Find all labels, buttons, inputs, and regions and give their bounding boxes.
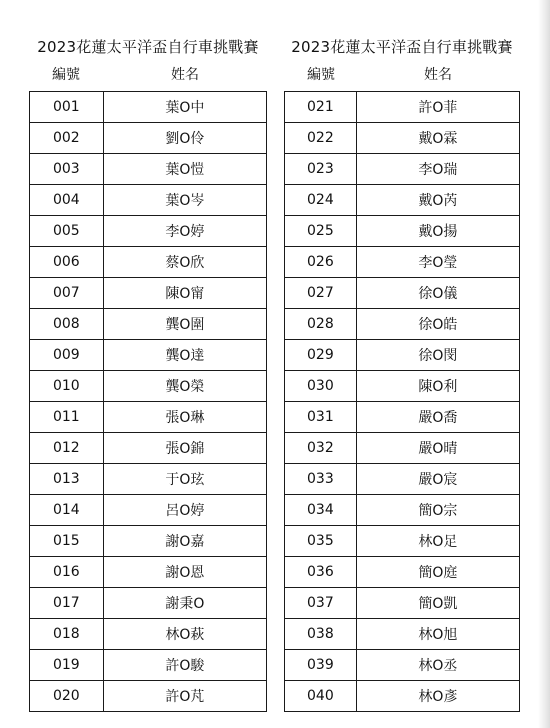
table-row <box>285 557 520 588</box>
cell-number: 018 <box>30 619 104 650</box>
cell-number: 034 <box>285 495 357 526</box>
table-row <box>285 278 520 309</box>
table-row <box>30 402 267 433</box>
cell-number: 019 <box>30 650 104 681</box>
cell-name: 嚴O晴 <box>356 433 519 464</box>
table-row <box>30 340 267 371</box>
cell-name: 徐O皓 <box>356 309 519 340</box>
table-row <box>285 185 520 216</box>
cell-name: 謝秉O <box>103 588 266 619</box>
cell-name: 龔O圍 <box>103 309 266 340</box>
table-row <box>285 247 520 278</box>
table-row <box>285 216 520 247</box>
table-row <box>30 123 267 154</box>
header-name: 姓名 <box>171 67 199 83</box>
table-row <box>285 650 520 681</box>
cell-name: 呂O婷 <box>103 495 266 526</box>
cell-name: 陳O甯 <box>103 278 266 309</box>
table-row <box>30 588 267 619</box>
table-row <box>30 216 267 247</box>
cell-number: 017 <box>30 588 104 619</box>
cell-name: 許O駿 <box>103 650 266 681</box>
cell-number: 021 <box>285 92 357 123</box>
cell-name: 簡O凱 <box>356 588 519 619</box>
cell-name: 李O婷 <box>103 216 266 247</box>
table-row <box>285 123 520 154</box>
cell-name: 許O芃 <box>103 681 266 712</box>
cell-number: 029 <box>285 340 357 371</box>
cell-number: 023 <box>285 154 357 185</box>
table-row <box>285 92 520 123</box>
cell-name: 戴O揚 <box>356 216 519 247</box>
cell-number: 025 <box>285 216 357 247</box>
cell-number: 009 <box>30 340 104 371</box>
table-row <box>285 619 520 650</box>
cell-number: 022 <box>285 123 357 154</box>
cell-name: 龔O達 <box>103 340 266 371</box>
cell-number: 010 <box>30 371 104 402</box>
table-row <box>30 495 267 526</box>
table-row <box>285 681 520 712</box>
cell-number: 004 <box>30 185 104 216</box>
table-row <box>30 619 267 650</box>
page-edge-shadow <box>538 0 550 728</box>
cell-number: 007 <box>30 278 104 309</box>
cell-name: 徐O閔 <box>356 340 519 371</box>
roster-header <box>284 64 520 88</box>
cell-name: 張O琳 <box>103 402 266 433</box>
cell-number: 016 <box>30 557 104 588</box>
cell-number: 001 <box>30 92 104 123</box>
header-name: 姓名 <box>424 67 452 83</box>
table-row <box>30 278 267 309</box>
cell-name: 林O旭 <box>356 619 519 650</box>
header-number: 編號 <box>52 67 80 83</box>
cell-name: 龔O榮 <box>103 371 266 402</box>
cell-name: 劉O伶 <box>103 123 266 154</box>
table-row <box>285 433 520 464</box>
cell-number: 038 <box>285 619 357 650</box>
table-row <box>30 185 267 216</box>
cell-name: 林O彥 <box>356 681 519 712</box>
cell-number: 012 <box>30 433 104 464</box>
table-row <box>30 650 267 681</box>
table-row <box>30 371 267 402</box>
cell-name: 葉O愷 <box>103 154 266 185</box>
cell-number: 040 <box>285 681 357 712</box>
cell-name: 嚴O宸 <box>356 464 519 495</box>
cell-number: 014 <box>30 495 104 526</box>
cell-number: 028 <box>285 309 357 340</box>
cell-number: 020 <box>30 681 104 712</box>
table-row <box>285 495 520 526</box>
cell-number: 030 <box>285 371 357 402</box>
cell-number: 033 <box>285 464 357 495</box>
cell-number: 008 <box>30 309 104 340</box>
cell-number: 026 <box>285 247 357 278</box>
cell-number: 039 <box>285 650 357 681</box>
cell-number: 006 <box>30 247 104 278</box>
cell-name: 張O錦 <box>103 433 266 464</box>
cell-name: 李O瑞 <box>356 154 519 185</box>
table-row <box>285 371 520 402</box>
cell-name: 簡O庭 <box>356 557 519 588</box>
cell-name: 戴O芮 <box>356 185 519 216</box>
table-row <box>30 247 267 278</box>
table-row <box>30 557 267 588</box>
cell-number: 027 <box>285 278 357 309</box>
cell-name: 嚴O喬 <box>356 402 519 433</box>
table-row <box>30 464 267 495</box>
table-row <box>285 526 520 557</box>
cell-name: 林O萩 <box>103 619 266 650</box>
cell-number: 032 <box>285 433 357 464</box>
table-row <box>30 526 267 557</box>
cell-name: 于O玹 <box>103 464 266 495</box>
cell-name: 許O菲 <box>356 92 519 123</box>
table-row <box>30 92 267 123</box>
table-row <box>285 588 520 619</box>
cell-name: 謝O恩 <box>103 557 266 588</box>
roster-table <box>284 91 520 712</box>
table-row <box>285 340 520 371</box>
cell-number: 002 <box>30 123 104 154</box>
cell-name: 林O丞 <box>356 650 519 681</box>
roster-title: 2023花蓮太平洋盃自行車挑戰賽 <box>291 38 513 56</box>
roster-table <box>29 91 267 712</box>
cell-name: 葉O岑 <box>103 185 266 216</box>
cell-number: 003 <box>30 154 104 185</box>
cell-name: 簡O宗 <box>356 495 519 526</box>
table-row <box>285 464 520 495</box>
cell-number: 031 <box>285 402 357 433</box>
cell-name: 李O瑩 <box>356 247 519 278</box>
cell-name: 林O足 <box>356 526 519 557</box>
cell-number: 011 <box>30 402 104 433</box>
table-row <box>30 433 267 464</box>
cell-number: 036 <box>285 557 357 588</box>
table-row <box>285 154 520 185</box>
roster-header <box>29 64 267 88</box>
table-row <box>30 154 267 185</box>
cell-name: 蔡O欣 <box>103 247 266 278</box>
cell-name: 謝O嘉 <box>103 526 266 557</box>
table-row <box>30 309 267 340</box>
roster-title: 2023花蓮太平洋盃自行車挑戰賽 <box>37 38 259 56</box>
table-row <box>30 681 267 712</box>
cell-name: 徐O儀 <box>356 278 519 309</box>
cell-name: 陳O利 <box>356 371 519 402</box>
cell-number: 024 <box>285 185 357 216</box>
table-row <box>285 402 520 433</box>
table-row <box>285 309 520 340</box>
cell-name: 戴O霖 <box>356 123 519 154</box>
cell-name: 葉O中 <box>103 92 266 123</box>
cell-number: 005 <box>30 216 104 247</box>
cell-number: 015 <box>30 526 104 557</box>
cell-number: 035 <box>285 526 357 557</box>
header-number: 編號 <box>307 67 335 83</box>
cell-number: 013 <box>30 464 104 495</box>
cell-number: 037 <box>285 588 357 619</box>
